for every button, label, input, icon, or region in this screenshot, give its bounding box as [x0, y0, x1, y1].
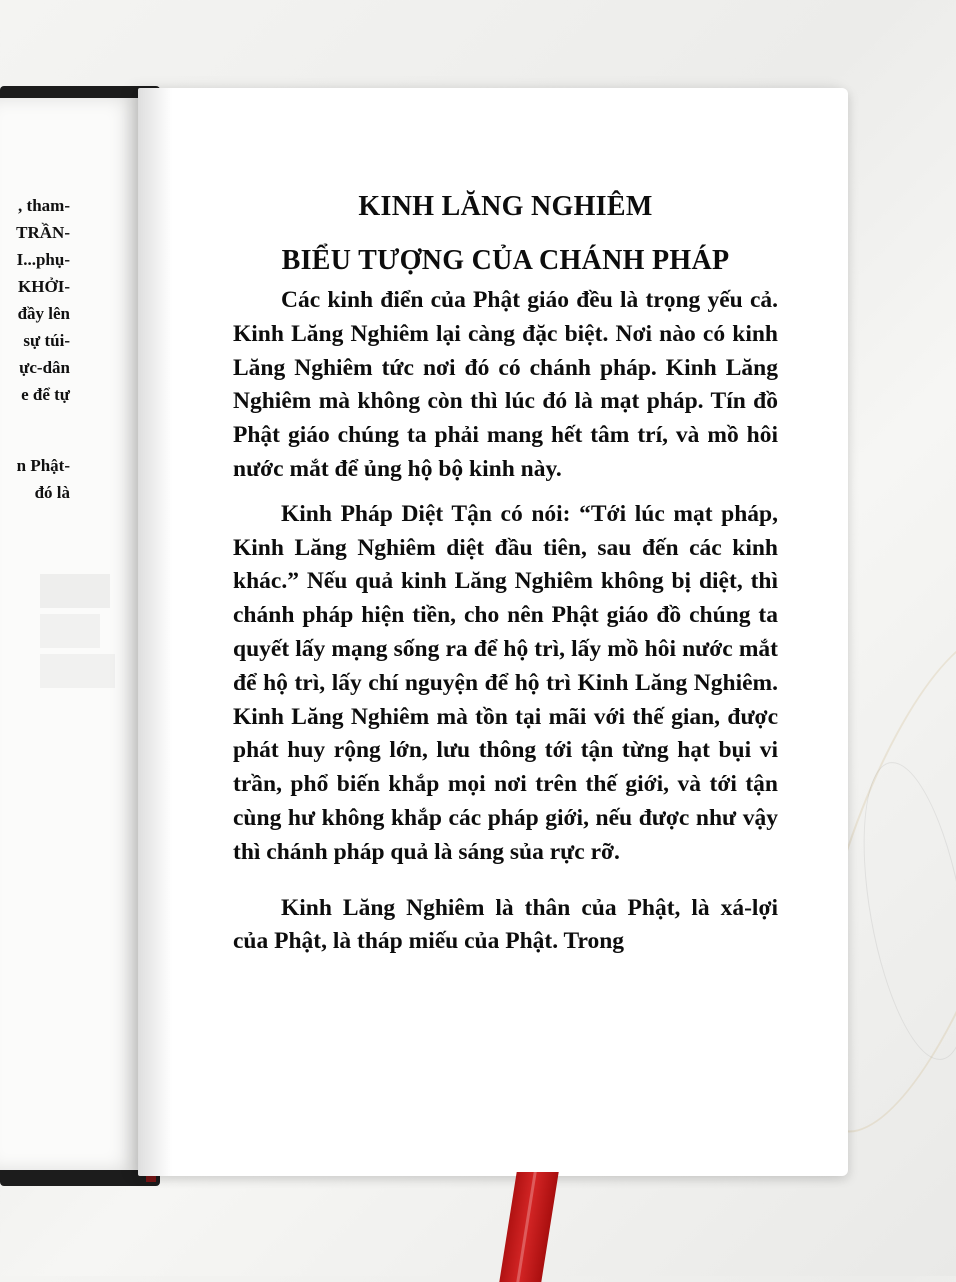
left-page-line: đó là	[34, 483, 70, 502]
bookmark-ribbon	[499, 1172, 558, 1282]
left-page-line: e để tự	[21, 385, 70, 404]
left-page	[0, 98, 140, 1170]
chapter-subtitle: BIỂU TƯỢNG CỦA CHÁNH PHÁP	[281, 245, 730, 276]
spine-shadow	[138, 88, 172, 1176]
chapter-title: KINH LĂNG NGHIÊM	[358, 191, 653, 222]
paragraph: Kinh Lăng Nghiêm là thân của Phật, là xá-lợi của Phật, là tháp miếu của Phật. Trong	[233, 894, 778, 955]
paragraph: Kinh Pháp Diệt Tận có nói: “Tới lúc mạt pháp, Kinh Lăng Nghiêm diệt đầu tiên, sau đến các kinh khác.” Nếu quả kinh Lăng Nghiêm không bị diệt, thì chánh pháp hiện tiền, cho nên Phật giáo đồ chúng ta quyết lấy mạng sống ra để hộ trì, lấy mồ hôi nước mắt để hộ trì, lấy chí nguyện để hộ trì Kinh Lăng Nghiêm. Kinh Lăng Nghiêm mà tồn tại mãi với thế gian, được phát huy rộng lớn, lưu thông tới tận từng hạt bụi vi trần, phổ biến khắp mọi nơi trên thế giới, và tới tận cùng hư không khắp các pháp giới, nếu được như vậy thì chánh pháp quả là sáng sủa rực rỡ.	[233, 500, 778, 865]
left-page-line: n Phật-	[16, 456, 70, 475]
left-page-line: I...phụ-	[16, 250, 70, 269]
left-page-line: KHỞI-	[18, 277, 70, 296]
left-page-line	[0, 408, 136, 452]
left-page-line: ực-dân	[19, 358, 70, 377]
paragraph: Các kinh điển của Phật giáo đều là trọng yếu cả. Kinh Lăng Nghiêm lại càng đặc biệt. Nơi nào có kinh Lăng Nghiêm tức nơi đó có chánh pháp. Kinh Lăng Nghiêm mà không còn thì lúc đó là mạt pháp. Tín đồ Phật giáo chúng ta phải mang hết tâm trí, và mồ hôi nước mắt để ủng hộ bộ kinh này.	[233, 287, 778, 482]
left-page-line: sự túi-	[23, 331, 70, 350]
right-page	[138, 88, 848, 1176]
left-page-line: , tham-	[18, 196, 70, 215]
left-page-line: đầy lên	[17, 304, 70, 323]
page-content	[233, 188, 778, 959]
left-page-bleed-through	[40, 568, 130, 694]
left-page-text	[0, 192, 136, 506]
left-page-line: TRẦN-	[16, 223, 70, 242]
